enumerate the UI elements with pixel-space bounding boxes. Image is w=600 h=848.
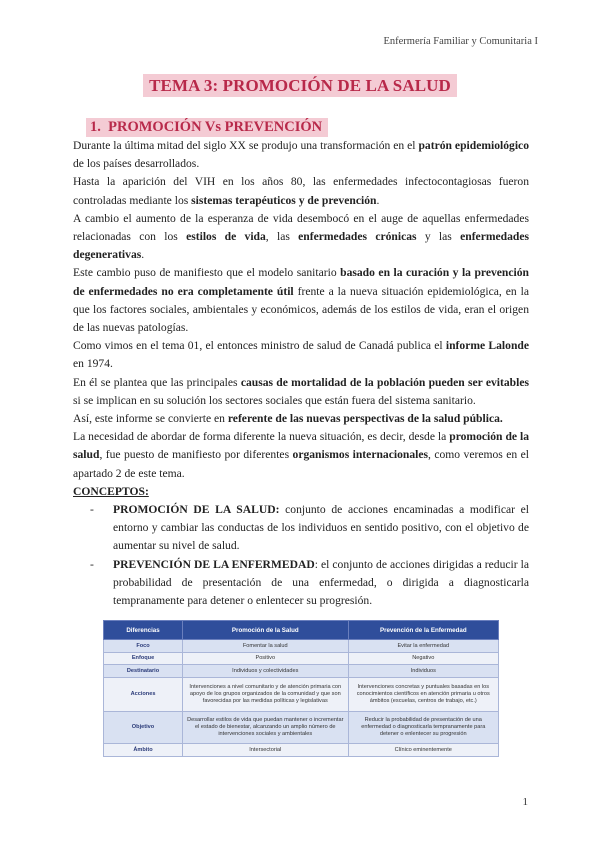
bold-text: enfermedades degenerativas <box>73 230 529 262</box>
concept-item <box>73 556 529 611</box>
table-cell: Reducir la probabilidad de presentación de una enfermedad o diagnosticarla tempranamente para detener o enlentecer su progresión <box>348 712 498 744</box>
text-run: , las <box>265 230 299 244</box>
text-run: , como veremos en el apartado 2 de este tema. <box>73 448 529 480</box>
paragraph <box>73 264 529 337</box>
section-title: PROMOCIÓN Vs PREVENCIÓN <box>108 119 323 135</box>
text-run: . <box>141 248 145 262</box>
text-run: Durante la última mitad del siglo XX se produjo una transformación en el <box>73 139 419 152</box>
text-run: en 1974. <box>73 357 113 371</box>
text-run: Como vimos en el tema 01, el entonces ministro de salud de Canadá publica el <box>73 339 446 353</box>
row-label-cell: Destinatario <box>104 665 183 678</box>
paragraph <box>73 337 529 373</box>
comparison-table <box>103 620 499 757</box>
text-run: conjunto de acciones encaminadas a modificar el entorno y cambiar las conductas de los individuos en sentido positivo, con el objetivo de aumentar su nivel de salud. <box>113 503 529 553</box>
bold-text: PREVENCIÓN DE LA ENFERMEDAD <box>113 557 315 571</box>
table-row <box>104 653 499 665</box>
bold-text: sistemas terapéuticos y de prevención <box>191 193 377 207</box>
text-run: A cambio el aumento de la esperanza de vida desembocó en el auge de aquellas enfermedades relacionadas con los <box>73 211 529 244</box>
page-number: 1 <box>522 796 528 808</box>
bold-text: basado en la curación y la prevención de enfermedades no era completamente útil <box>73 266 529 298</box>
text-run: , fue puesto de manifiesto por diferentes <box>99 448 293 462</box>
table-cell: Individuos <box>348 665 498 678</box>
text-run: de los países desarrollados. <box>73 157 200 171</box>
text-run: : el conjunto de acciones dirigidas a reducir la probabilidad de presentación de una enfermedad, o dirigida a diagnosticarla tempranamente para detener o enlentecer su progresión. <box>113 557 529 608</box>
table-header-row <box>104 621 499 640</box>
row-label-cell: Foco <box>104 640 183 653</box>
table-cell: Fomentar la salud <box>183 640 349 653</box>
row-label-cell: Ámbito <box>104 744 183 757</box>
table-row <box>104 665 499 678</box>
concepts-list <box>73 501 529 610</box>
text-run: Así, este informe se convierte en <box>73 412 228 426</box>
paragraph <box>73 428 529 483</box>
row-label-cell: Objetivo <box>104 712 183 744</box>
bold-text: PROMOCIÓN DE LA SALUD: <box>113 503 280 517</box>
text-run: . <box>376 193 380 207</box>
table-cell: Intersectorial <box>183 744 349 757</box>
table-header-cell: Promoción de la Salud <box>183 621 349 640</box>
text-run: La necesidad de abordar de forma diferente la nueva situación, es decir, desde la <box>73 430 450 444</box>
bold-text: informe Lalonde <box>445 339 529 353</box>
paragraphs <box>73 137 529 483</box>
table-row <box>104 712 499 744</box>
concept-item <box>73 501 529 556</box>
table-row <box>104 744 499 757</box>
table-cell: Clínico eminentemente <box>348 744 498 757</box>
paragraph <box>73 410 529 428</box>
text-run: Este cambio puso de manifiesto que el modelo sanitario <box>73 266 341 280</box>
dash-bullet: - <box>90 557 94 571</box>
running-header: Enfermería Familiar y Comunitaria I <box>383 36 538 47</box>
table-header-cell: Prevención de la Enfermedad <box>348 621 498 640</box>
body-text <box>73 137 529 610</box>
text-run: y las <box>416 230 461 244</box>
row-label-cell: Acciones <box>104 678 183 712</box>
paragraph <box>73 374 529 410</box>
table-cell: Intervenciones concretas y puntuales basadas en los conocimientos científicos en atención primaria u otros ámbitos (escuelas, centros de trabajo, etc.) <box>348 678 498 712</box>
dash-bullet: - <box>90 503 94 517</box>
text-run: si se implican en su solución los sectores sociales que están fuera del sistema sanitario. <box>73 393 476 407</box>
table-cell: Positivo <box>183 653 349 665</box>
table-row <box>104 678 499 712</box>
table-cell: Desarrollar estilos de vida que puedan mantener o incrementar el estado de bienestar, alcanzando un amplio número de intervenciones sociales y ambientales <box>183 712 349 744</box>
table-row <box>104 640 499 653</box>
page-title: TEMA 3: PROMOCIÓN DE LA SALUD <box>143 74 457 97</box>
bold-text: referente de las nuevas perspectivas de la salud pública. <box>227 412 503 426</box>
paragraph <box>73 173 529 209</box>
text-run: frente a la nueva situación epidemiológica, en la que los factores sociales, ambientales y económicos, además de los estilos de vida, eran el origen de las nuevas patologías. <box>73 284 530 335</box>
bold-text: organismos internacionales <box>292 448 428 462</box>
section-number: 1. <box>90 119 101 135</box>
table-cell: Evitar la enfermedad <box>348 640 498 653</box>
section-heading <box>86 118 328 137</box>
paragraph <box>73 137 529 173</box>
bold-text: estilos de vida <box>186 230 266 244</box>
row-label-cell: Enfoque <box>104 653 183 665</box>
concepts-heading: CONCEPTOS: <box>73 484 149 498</box>
table-header-cell: Diferencias <box>104 621 183 640</box>
bold-text: enfermedades crónicas <box>298 230 417 244</box>
table-cell: Individuos y colectividades <box>183 665 349 678</box>
bold-text: patrón epidemiológico <box>418 139 529 152</box>
bold-text: causas de mortalidad de la población pueden ser evitables <box>240 375 529 389</box>
table-cell: Intervenciones a nivel comunitario y de atención primaria con apoyo de los grupos organizados de la comunidad y que son favorecidas por las medidas políticas y legislativas <box>183 678 349 712</box>
bold-text: promoción de la salud <box>73 430 530 462</box>
text-run: Hasta la aparición del VIH en los años 80, las enfermedades infectocontagiosas fueron controladas mediante los <box>73 175 529 207</box>
text-run: En él se plantea que las principales <box>73 375 241 389</box>
paragraph <box>73 210 529 265</box>
page-title-wrapper <box>0 76 600 96</box>
table-cell: Negativo <box>348 653 498 665</box>
